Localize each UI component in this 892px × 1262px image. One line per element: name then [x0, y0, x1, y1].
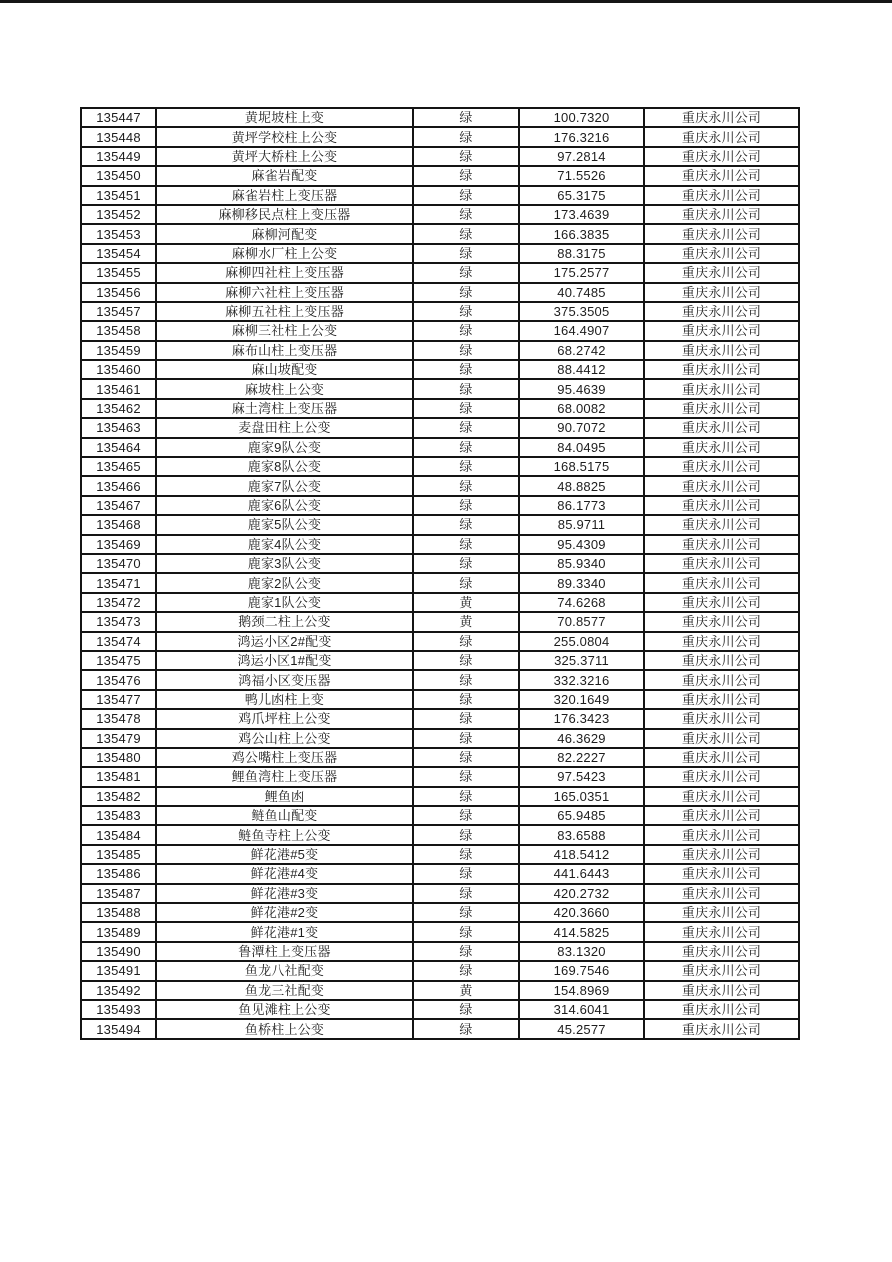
status-label-cell: 绿: [413, 748, 519, 767]
company-cell: 重庆永川公司: [644, 903, 799, 922]
status-label-cell: 绿: [413, 360, 519, 379]
company-cell: 重庆永川公司: [644, 729, 799, 748]
row-id-cell: 135460: [81, 360, 156, 379]
status-label-cell: 绿: [413, 864, 519, 883]
row-id-cell: 135478: [81, 709, 156, 728]
company-cell: 重庆永川公司: [644, 573, 799, 592]
load-value-cell: 65.3175: [519, 186, 644, 205]
table-row: [81, 942, 799, 961]
company-cell: 重庆永川公司: [644, 515, 799, 534]
table-row: [81, 864, 799, 883]
equipment-name-cell: 鸡公山柱上公变: [156, 729, 413, 748]
load-value-cell: 83.1320: [519, 942, 644, 961]
load-value-cell: 418.5412: [519, 845, 644, 864]
status-label-cell: 绿: [413, 283, 519, 302]
table-row: [81, 360, 799, 379]
company-cell: 重庆永川公司: [644, 942, 799, 961]
table-row: [81, 283, 799, 302]
status-label-cell: 绿: [413, 922, 519, 941]
load-value-cell: 86.1773: [519, 496, 644, 515]
row-id-cell: 135477: [81, 690, 156, 709]
status-label-cell: 绿: [413, 632, 519, 651]
status-label-cell: 绿: [413, 321, 519, 340]
status-label-cell: 绿: [413, 205, 519, 224]
equipment-name-cell: 鱼龙八社配变: [156, 961, 413, 980]
load-value-cell: 89.3340: [519, 573, 644, 592]
table-row: [81, 535, 799, 554]
company-cell: 重庆永川公司: [644, 244, 799, 263]
table-row: [81, 787, 799, 806]
equipment-load-table-body: [81, 108, 799, 1039]
company-cell: 重庆永川公司: [644, 651, 799, 670]
load-value-cell: 46.3629: [519, 729, 644, 748]
company-cell: 重庆永川公司: [644, 709, 799, 728]
status-label-cell: 绿: [413, 942, 519, 961]
status-label-cell: 绿: [413, 438, 519, 457]
company-cell: 重庆永川公司: [644, 166, 799, 185]
equipment-name-cell: 鹿家2队公变: [156, 573, 413, 592]
row-id-cell: 135467: [81, 496, 156, 515]
row-id-cell: 135489: [81, 922, 156, 941]
table-row: [81, 457, 799, 476]
equipment-name-cell: 麻柳三社柱上公变: [156, 321, 413, 340]
table-row: [81, 573, 799, 592]
equipment-name-cell: 鸿运小区2#配变: [156, 632, 413, 651]
status-label-cell: 绿: [413, 670, 519, 689]
status-label-cell: 绿: [413, 787, 519, 806]
company-cell: 重庆永川公司: [644, 341, 799, 360]
status-label-cell: 绿: [413, 186, 519, 205]
status-label-cell: 绿: [413, 903, 519, 922]
load-value-cell: 165.0351: [519, 787, 644, 806]
equipment-name-cell: 鲜花港#4变: [156, 864, 413, 883]
equipment-name-cell: 麻山坡配变: [156, 360, 413, 379]
row-id-cell: 135464: [81, 438, 156, 457]
row-id-cell: 135479: [81, 729, 156, 748]
company-cell: 重庆永川公司: [644, 205, 799, 224]
status-label-cell: 绿: [413, 244, 519, 263]
status-label-cell: 绿: [413, 476, 519, 495]
row-id-cell: 135456: [81, 283, 156, 302]
table-row: [81, 825, 799, 844]
status-label-cell: 黄: [413, 981, 519, 1000]
load-value-cell: 320.1649: [519, 690, 644, 709]
load-value-cell: 90.7072: [519, 418, 644, 437]
table-row: [81, 845, 799, 864]
row-id-cell: 135491: [81, 961, 156, 980]
company-cell: 重庆永川公司: [644, 147, 799, 166]
company-cell: 重庆永川公司: [644, 1000, 799, 1019]
load-value-cell: 168.5175: [519, 457, 644, 476]
equipment-name-cell: 麻雀岩配变: [156, 166, 413, 185]
equipment-name-cell: 黄坪大桥柱上公变: [156, 147, 413, 166]
equipment-load-table: [80, 107, 800, 1040]
load-value-cell: 85.9711: [519, 515, 644, 534]
load-value-cell: 88.4412: [519, 360, 644, 379]
table-row: [81, 884, 799, 903]
table-row: [81, 321, 799, 340]
table-row: [81, 496, 799, 515]
status-label-cell: 绿: [413, 341, 519, 360]
load-value-cell: 441.6443: [519, 864, 644, 883]
load-value-cell: 175.2577: [519, 263, 644, 282]
table-row: [81, 1000, 799, 1019]
company-cell: 重庆永川公司: [644, 438, 799, 457]
table-row: [81, 612, 799, 631]
company-cell: 重庆永川公司: [644, 108, 799, 127]
row-id-cell: 135468: [81, 515, 156, 534]
load-value-cell: 95.4309: [519, 535, 644, 554]
table-row: [81, 593, 799, 612]
row-id-cell: 135482: [81, 787, 156, 806]
table-row: [81, 108, 799, 127]
row-id-cell: 135459: [81, 341, 156, 360]
row-id-cell: 135492: [81, 981, 156, 1000]
company-cell: 重庆永川公司: [644, 806, 799, 825]
status-label-cell: 绿: [413, 767, 519, 786]
equipment-name-cell: 麦盘田柱上公变: [156, 418, 413, 437]
status-label-cell: 绿: [413, 302, 519, 321]
equipment-name-cell: 麻雀岩柱上变压器: [156, 186, 413, 205]
status-label-cell: 绿: [413, 729, 519, 748]
row-id-cell: 135447: [81, 108, 156, 127]
status-label-cell: 绿: [413, 690, 519, 709]
company-cell: 重庆永川公司: [644, 379, 799, 398]
equipment-name-cell: 鸡公嘴柱上变压器: [156, 748, 413, 767]
load-value-cell: 375.3505: [519, 302, 644, 321]
equipment-name-cell: 鲤鱼湾柱上变压器: [156, 767, 413, 786]
equipment-name-cell: 鲢鱼寺柱上公变: [156, 825, 413, 844]
table-row: [81, 263, 799, 282]
equipment-name-cell: 黄坭坡柱上变: [156, 108, 413, 127]
status-label-cell: 绿: [413, 961, 519, 980]
row-id-cell: 135475: [81, 651, 156, 670]
equipment-name-cell: 鹿家1队公变: [156, 593, 413, 612]
status-label-cell: 绿: [413, 1000, 519, 1019]
equipment-name-cell: 鲜花港#1变: [156, 922, 413, 941]
load-value-cell: 65.9485: [519, 806, 644, 825]
status-label-cell: 绿: [413, 884, 519, 903]
equipment-name-cell: 鹿家5队公变: [156, 515, 413, 534]
row-id-cell: 135449: [81, 147, 156, 166]
row-id-cell: 135472: [81, 593, 156, 612]
company-cell: 重庆永川公司: [644, 476, 799, 495]
table-row: [81, 515, 799, 534]
row-id-cell: 135466: [81, 476, 156, 495]
company-cell: 重庆永川公司: [644, 632, 799, 651]
table-row: [81, 418, 799, 437]
table-row: [81, 147, 799, 166]
company-cell: 重庆永川公司: [644, 825, 799, 844]
table-row: [81, 670, 799, 689]
load-value-cell: 68.2742: [519, 341, 644, 360]
equipment-name-cell: 鱼桥柱上公变: [156, 1019, 413, 1038]
load-value-cell: 45.2577: [519, 1019, 644, 1038]
status-label-cell: 绿: [413, 166, 519, 185]
row-id-cell: 135469: [81, 535, 156, 554]
row-id-cell: 135490: [81, 942, 156, 961]
equipment-name-cell: 鱼见滩柱上公变: [156, 1000, 413, 1019]
load-value-cell: 173.4639: [519, 205, 644, 224]
table-row: [81, 1019, 799, 1038]
load-value-cell: 74.6268: [519, 593, 644, 612]
table-row: [81, 341, 799, 360]
equipment-name-cell: 鲜花港#5变: [156, 845, 413, 864]
equipment-name-cell: 鲤鱼凼: [156, 787, 413, 806]
load-value-cell: 95.4639: [519, 379, 644, 398]
load-value-cell: 176.3423: [519, 709, 644, 728]
status-label-cell: 绿: [413, 554, 519, 573]
load-value-cell: 82.2227: [519, 748, 644, 767]
table-row: [81, 554, 799, 573]
equipment-name-cell: 鹿家9队公变: [156, 438, 413, 457]
table-row: [81, 767, 799, 786]
company-cell: 重庆永川公司: [644, 1019, 799, 1038]
table-row: [81, 379, 799, 398]
company-cell: 重庆永川公司: [644, 283, 799, 302]
load-value-cell: 84.0495: [519, 438, 644, 457]
company-cell: 重庆永川公司: [644, 535, 799, 554]
table-row: [81, 806, 799, 825]
equipment-name-cell: 鲁潭柱上变压器: [156, 942, 413, 961]
status-label-cell: 绿: [413, 399, 519, 418]
row-id-cell: 135454: [81, 244, 156, 263]
equipment-name-cell: 鹿家7队公变: [156, 476, 413, 495]
row-id-cell: 135486: [81, 864, 156, 883]
table-row: [81, 399, 799, 418]
table-row: [81, 729, 799, 748]
table-row: [81, 690, 799, 709]
equipment-name-cell: 鹅颈二柱上公变: [156, 612, 413, 631]
equipment-name-cell: 鹿家4队公变: [156, 535, 413, 554]
row-id-cell: 135494: [81, 1019, 156, 1038]
row-id-cell: 135465: [81, 457, 156, 476]
equipment-name-cell: 鸿福小区变压器: [156, 670, 413, 689]
table-row: [81, 205, 799, 224]
status-label-cell: 绿: [413, 418, 519, 437]
equipment-name-cell: 鲜花港#3变: [156, 884, 413, 903]
load-value-cell: 314.6041: [519, 1000, 644, 1019]
row-id-cell: 135484: [81, 825, 156, 844]
company-cell: 重庆永川公司: [644, 496, 799, 515]
load-value-cell: 88.3175: [519, 244, 644, 263]
company-cell: 重庆永川公司: [644, 127, 799, 146]
company-cell: 重庆永川公司: [644, 961, 799, 980]
equipment-name-cell: 鹿家8队公变: [156, 457, 413, 476]
table-row: [81, 476, 799, 495]
status-label-cell: 黄: [413, 612, 519, 631]
table-row: [81, 186, 799, 205]
table-row: [81, 224, 799, 243]
load-value-cell: 70.8577: [519, 612, 644, 631]
status-label-cell: 绿: [413, 457, 519, 476]
status-label-cell: 绿: [413, 825, 519, 844]
load-value-cell: 414.5825: [519, 922, 644, 941]
load-value-cell: 325.3711: [519, 651, 644, 670]
company-cell: 重庆永川公司: [644, 224, 799, 243]
load-value-cell: 85.9340: [519, 554, 644, 573]
row-id-cell: 135485: [81, 845, 156, 864]
equipment-name-cell: 麻柳四社柱上变压器: [156, 263, 413, 282]
status-label-cell: 黄: [413, 593, 519, 612]
company-cell: 重庆永川公司: [644, 787, 799, 806]
equipment-name-cell: 麻布山柱上变压器: [156, 341, 413, 360]
load-value-cell: 176.3216: [519, 127, 644, 146]
company-cell: 重庆永川公司: [644, 418, 799, 437]
load-value-cell: 83.6588: [519, 825, 644, 844]
row-id-cell: 135488: [81, 903, 156, 922]
table-row: [81, 903, 799, 922]
company-cell: 重庆永川公司: [644, 767, 799, 786]
page-top-rule: [0, 0, 892, 3]
load-value-cell: 100.7320: [519, 108, 644, 127]
company-cell: 重庆永川公司: [644, 302, 799, 321]
equipment-name-cell: 鲜花港#2变: [156, 903, 413, 922]
company-cell: 重庆永川公司: [644, 399, 799, 418]
table-row: [81, 166, 799, 185]
row-id-cell: 135462: [81, 399, 156, 418]
status-label-cell: 绿: [413, 651, 519, 670]
table-row: [81, 981, 799, 1000]
row-id-cell: 135458: [81, 321, 156, 340]
table-row: [81, 244, 799, 263]
load-value-cell: 68.0082: [519, 399, 644, 418]
status-label-cell: 绿: [413, 806, 519, 825]
row-id-cell: 135481: [81, 767, 156, 786]
load-value-cell: 97.5423: [519, 767, 644, 786]
status-label-cell: 绿: [413, 535, 519, 554]
company-cell: 重庆永川公司: [644, 593, 799, 612]
row-id-cell: 135463: [81, 418, 156, 437]
equipment-name-cell: 鸭儿凼柱上变: [156, 690, 413, 709]
load-value-cell: 40.7485: [519, 283, 644, 302]
table-row: [81, 709, 799, 728]
company-cell: 重庆永川公司: [644, 321, 799, 340]
equipment-name-cell: 鱼龙三社配变: [156, 981, 413, 1000]
table-row: [81, 127, 799, 146]
row-id-cell: 135493: [81, 1000, 156, 1019]
row-id-cell: 135455: [81, 263, 156, 282]
company-cell: 重庆永川公司: [644, 360, 799, 379]
status-label-cell: 绿: [413, 224, 519, 243]
equipment-name-cell: 麻柳河配变: [156, 224, 413, 243]
row-id-cell: 135480: [81, 748, 156, 767]
equipment-name-cell: 麻柳六社柱上变压器: [156, 283, 413, 302]
load-value-cell: 255.0804: [519, 632, 644, 651]
company-cell: 重庆永川公司: [644, 922, 799, 941]
table-row: [81, 632, 799, 651]
equipment-name-cell: 鸡爪坪柱上公变: [156, 709, 413, 728]
company-cell: 重庆永川公司: [644, 263, 799, 282]
equipment-name-cell: 麻坡柱上公变: [156, 379, 413, 398]
equipment-name-cell: 鹿家6队公变: [156, 496, 413, 515]
row-id-cell: 135476: [81, 670, 156, 689]
company-cell: 重庆永川公司: [644, 612, 799, 631]
status-label-cell: 绿: [413, 379, 519, 398]
row-id-cell: 135471: [81, 573, 156, 592]
table-row: [81, 302, 799, 321]
company-cell: 重庆永川公司: [644, 748, 799, 767]
row-id-cell: 135448: [81, 127, 156, 146]
company-cell: 重庆永川公司: [644, 864, 799, 883]
row-id-cell: 135487: [81, 884, 156, 903]
table-row: [81, 961, 799, 980]
load-value-cell: 169.7546: [519, 961, 644, 980]
company-cell: 重庆永川公司: [644, 690, 799, 709]
load-value-cell: 97.2814: [519, 147, 644, 166]
status-label-cell: 绿: [413, 263, 519, 282]
equipment-name-cell: 麻柳移民点柱上变压器: [156, 205, 413, 224]
equipment-name-cell: 麻柳水厂柱上公变: [156, 244, 413, 263]
company-cell: 重庆永川公司: [644, 554, 799, 573]
equipment-name-cell: 鹿家3队公变: [156, 554, 413, 573]
equipment-name-cell: 鲢鱼山配变: [156, 806, 413, 825]
load-value-cell: 154.8969: [519, 981, 644, 1000]
load-value-cell: 48.8825: [519, 476, 644, 495]
equipment-name-cell: 麻土湾柱上变压器: [156, 399, 413, 418]
company-cell: 重庆永川公司: [644, 670, 799, 689]
table-row: [81, 748, 799, 767]
row-id-cell: 135453: [81, 224, 156, 243]
company-cell: 重庆永川公司: [644, 186, 799, 205]
table-row: [81, 922, 799, 941]
status-label-cell: 绿: [413, 127, 519, 146]
row-id-cell: 135457: [81, 302, 156, 321]
load-value-cell: 332.3216: [519, 670, 644, 689]
row-id-cell: 135451: [81, 186, 156, 205]
load-value-cell: 166.3835: [519, 224, 644, 243]
load-value-cell: 71.5526: [519, 166, 644, 185]
row-id-cell: 135470: [81, 554, 156, 573]
table-row: [81, 438, 799, 457]
row-id-cell: 135483: [81, 806, 156, 825]
status-label-cell: 绿: [413, 515, 519, 534]
row-id-cell: 135473: [81, 612, 156, 631]
status-label-cell: 绿: [413, 709, 519, 728]
status-label-cell: 绿: [413, 147, 519, 166]
row-id-cell: 135450: [81, 166, 156, 185]
status-label-cell: 绿: [413, 845, 519, 864]
equipment-name-cell: 黄坪学校柱上公变: [156, 127, 413, 146]
row-id-cell: 135461: [81, 379, 156, 398]
company-cell: 重庆永川公司: [644, 845, 799, 864]
status-label-cell: 绿: [413, 108, 519, 127]
load-value-cell: 164.4907: [519, 321, 644, 340]
load-value-cell: 420.3660: [519, 903, 644, 922]
status-label-cell: 绿: [413, 573, 519, 592]
status-label-cell: 绿: [413, 1019, 519, 1038]
status-label-cell: 绿: [413, 496, 519, 515]
company-cell: 重庆永川公司: [644, 457, 799, 476]
table-row: [81, 651, 799, 670]
row-id-cell: 135452: [81, 205, 156, 224]
company-cell: 重庆永川公司: [644, 981, 799, 1000]
equipment-name-cell: 麻柳五社柱上变压器: [156, 302, 413, 321]
row-id-cell: 135474: [81, 632, 156, 651]
load-value-cell: 420.2732: [519, 884, 644, 903]
equipment-name-cell: 鸿运小区1#配变: [156, 651, 413, 670]
company-cell: 重庆永川公司: [644, 884, 799, 903]
